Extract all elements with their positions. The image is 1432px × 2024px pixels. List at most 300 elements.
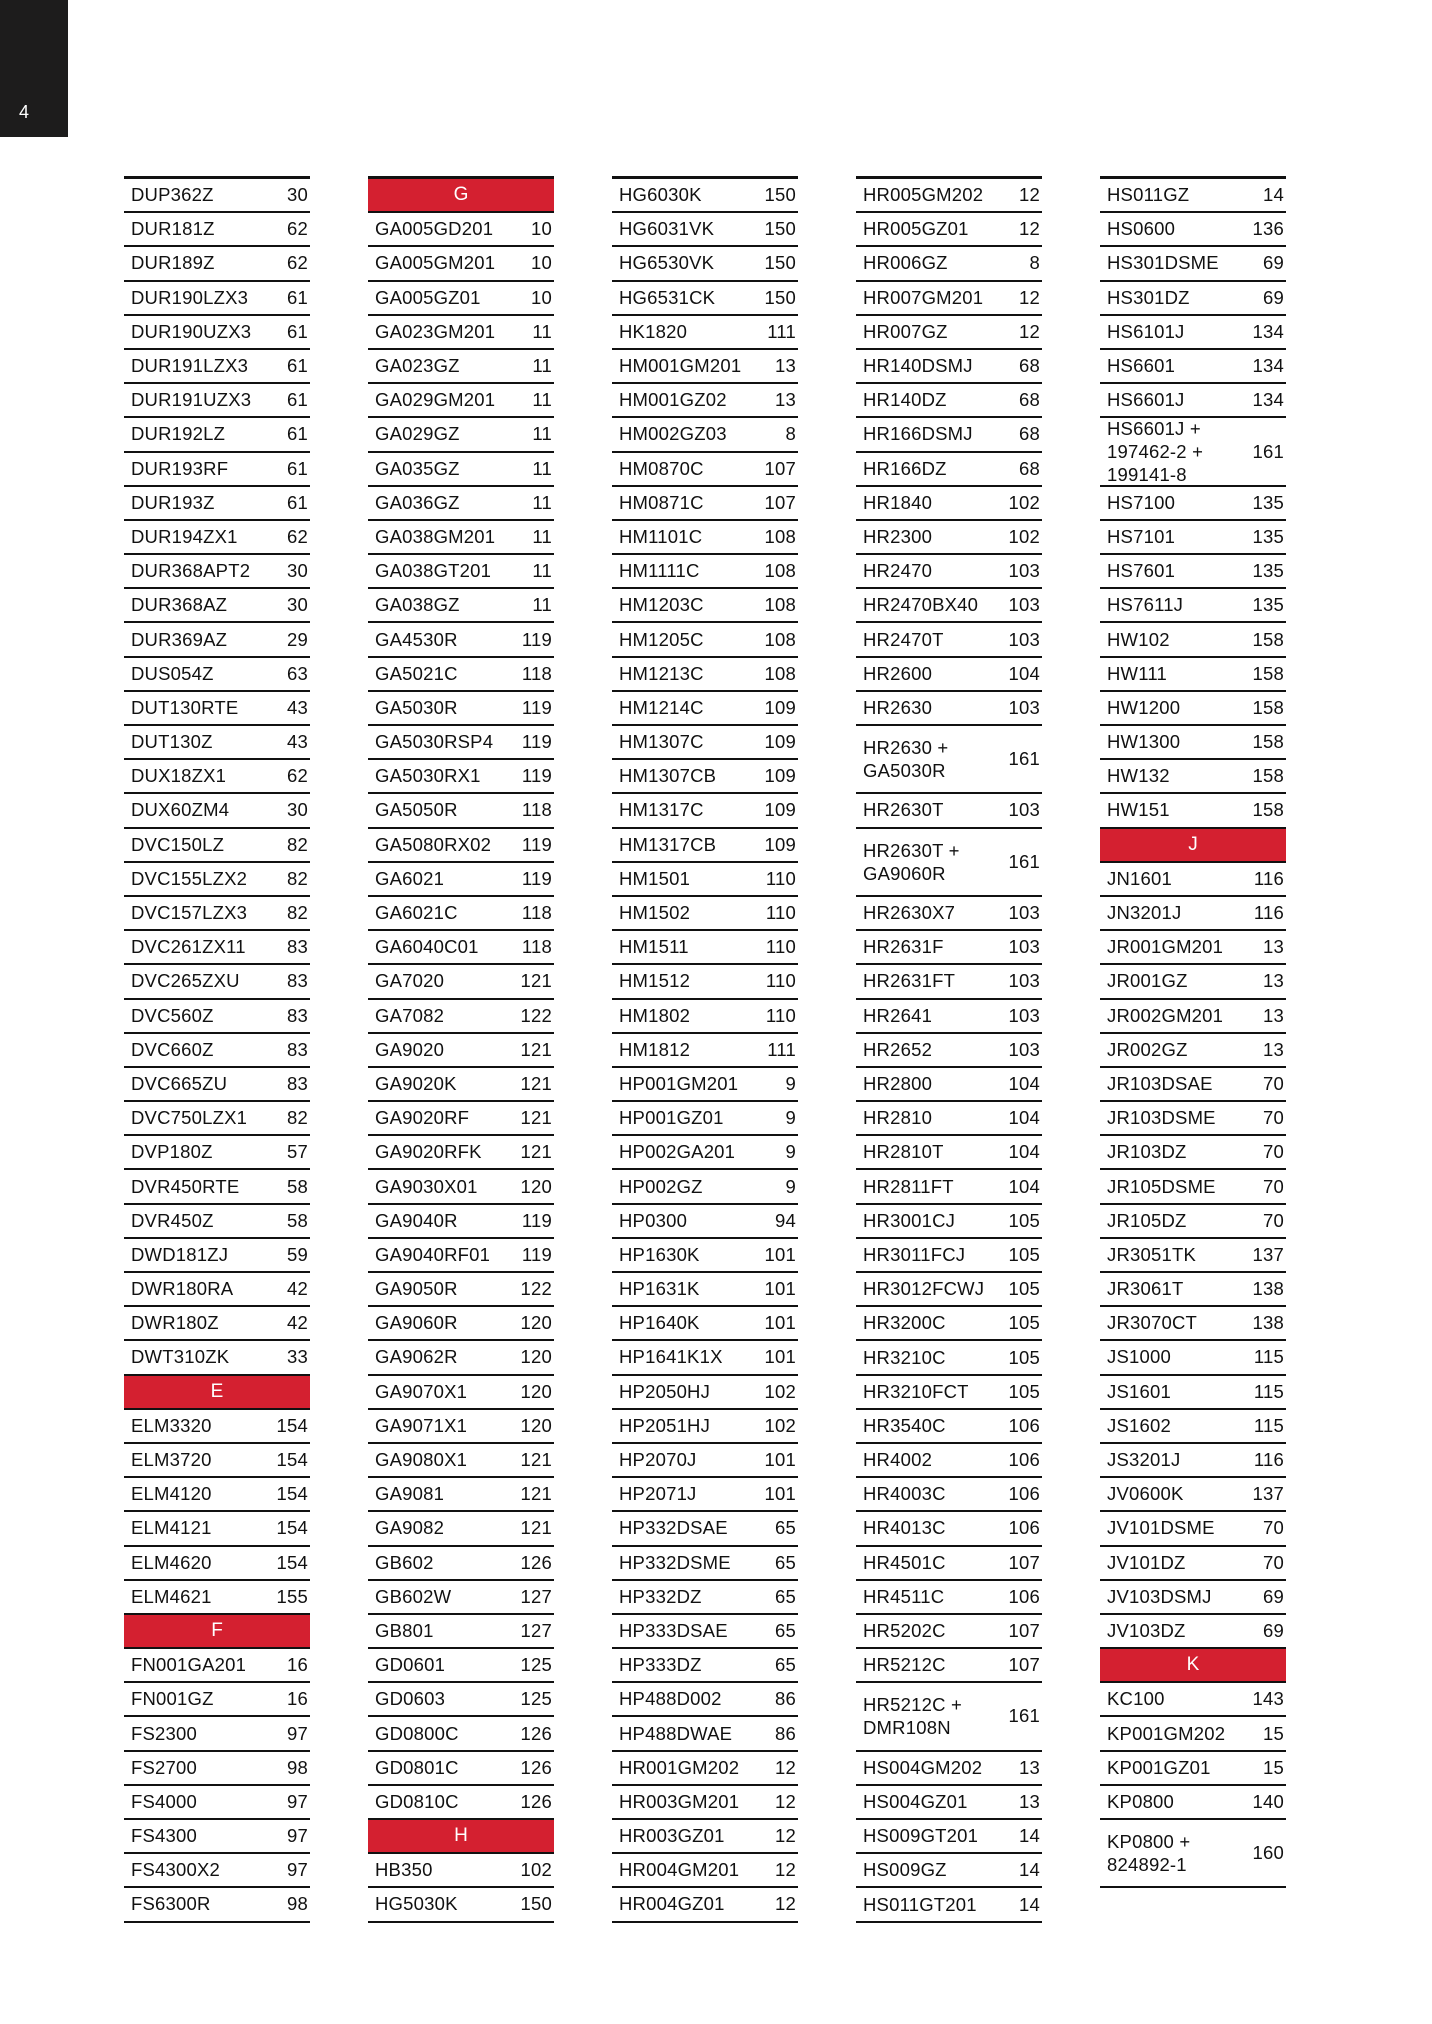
page-reference: 104 bbox=[1008, 662, 1040, 684]
page-reference: 116 bbox=[1253, 867, 1284, 889]
index-row bbox=[856, 179, 1042, 213]
product-code: GA9081 bbox=[375, 1483, 445, 1505]
page-reference: 103 bbox=[1008, 902, 1040, 924]
page-reference: 12 bbox=[775, 1790, 796, 1812]
product-code: GA6021C bbox=[375, 902, 458, 924]
product-code: HS301DSME bbox=[1107, 252, 1219, 274]
product-code: HM1812 bbox=[619, 1038, 691, 1060]
page-reference: 134 bbox=[1252, 355, 1284, 377]
product-code: HM1205C bbox=[619, 628, 704, 650]
product-code: HR2800 bbox=[863, 1073, 933, 1094]
product-code: JR103DSAE bbox=[1107, 1072, 1213, 1094]
page-tab bbox=[0, 0, 68, 137]
page-reference: 13 bbox=[1263, 1038, 1284, 1060]
index-row bbox=[1100, 384, 1286, 418]
page-reference: 8 bbox=[785, 423, 796, 445]
product-code: JS3201J bbox=[1107, 1449, 1181, 1471]
index-row bbox=[368, 829, 554, 863]
product-code: HM1213C bbox=[619, 662, 704, 684]
page-reference: 70 bbox=[1263, 1141, 1284, 1163]
page-reference: 107 bbox=[764, 491, 796, 513]
index-row bbox=[1100, 521, 1286, 555]
product-code: FS4300 bbox=[131, 1825, 197, 1847]
index-row bbox=[1100, 282, 1286, 316]
product-code: HP332DSAE bbox=[619, 1517, 728, 1539]
page-reference: 150 bbox=[764, 218, 796, 240]
product-code: DUX18ZX1 bbox=[131, 765, 227, 787]
product-code: HR140DZ bbox=[863, 389, 947, 411]
page-reference: 13 bbox=[1019, 1790, 1040, 1812]
product-code: HM0870C bbox=[619, 457, 704, 479]
page-reference: 94 bbox=[775, 1209, 796, 1231]
product-code: HM0871C bbox=[619, 491, 704, 513]
index-row bbox=[368, 1170, 554, 1204]
page-reference: 62 bbox=[287, 252, 308, 274]
page-reference: 13 bbox=[775, 389, 796, 411]
product-code: DUS054Z bbox=[131, 662, 214, 684]
product-code: GA9070X1 bbox=[375, 1380, 468, 1402]
product-code: HR3200C bbox=[863, 1312, 946, 1334]
page-reference: 63 bbox=[287, 662, 308, 684]
product-code: DUR369AZ bbox=[131, 628, 228, 650]
page-reference: 69 bbox=[1263, 1619, 1284, 1641]
page-reference: 12 bbox=[775, 1756, 796, 1778]
product-code: DVC750LZX1 bbox=[131, 1107, 248, 1129]
index-row bbox=[124, 726, 310, 760]
index-row bbox=[856, 1820, 1042, 1854]
page-reference: 122 bbox=[520, 1004, 552, 1026]
page-reference: 160 bbox=[1252, 1842, 1284, 1864]
page-reference: 121 bbox=[520, 1517, 552, 1539]
product-code: HR1840 bbox=[863, 491, 933, 513]
product-code: HP1640K bbox=[619, 1312, 700, 1334]
index-row bbox=[1100, 350, 1286, 384]
index-column-5 bbox=[1100, 176, 1286, 1888]
index-row bbox=[124, 1068, 310, 1102]
page-reference: 9 bbox=[785, 1141, 796, 1163]
section-header-h: H bbox=[368, 1820, 554, 1854]
page-reference: 11 bbox=[532, 423, 552, 445]
product-code: GA6021 bbox=[375, 867, 445, 889]
page-reference: 30 bbox=[287, 799, 308, 821]
page-reference: 103 bbox=[1008, 936, 1040, 958]
product-code: HR2630T bbox=[863, 799, 944, 821]
page-reference: 43 bbox=[287, 696, 308, 718]
index-row bbox=[1100, 1205, 1286, 1239]
index-row bbox=[124, 589, 310, 623]
product-code: HR4501C bbox=[863, 1551, 946, 1573]
page-reference: 115 bbox=[1253, 1346, 1284, 1368]
product-code: GA5030RSP4 bbox=[375, 731, 494, 753]
product-code: GA9020RFK bbox=[375, 1141, 482, 1163]
page-reference: 61 bbox=[287, 320, 308, 342]
product-code: DUR193Z bbox=[131, 491, 215, 513]
product-code: FN001GZ bbox=[131, 1688, 214, 1710]
index-row bbox=[612, 453, 798, 487]
index-row bbox=[124, 1034, 310, 1068]
index-row bbox=[1100, 418, 1286, 486]
index-row bbox=[368, 1205, 554, 1239]
page-reference: 83 bbox=[287, 970, 308, 992]
index-row bbox=[368, 316, 554, 350]
product-code: GA9040RF01 bbox=[375, 1243, 491, 1265]
index-row bbox=[368, 213, 554, 247]
index-row bbox=[856, 521, 1042, 555]
page-reference: 103 bbox=[1008, 1038, 1040, 1060]
index-row bbox=[856, 1102, 1042, 1136]
product-code: HR006GZ bbox=[863, 252, 948, 274]
product-code: HR2811FT bbox=[863, 1175, 954, 1197]
product-code: HG6031VK bbox=[619, 218, 715, 240]
product-code: HR2300 bbox=[863, 525, 933, 547]
product-code: HG6530VK bbox=[619, 252, 715, 274]
page-reference: 158 bbox=[1252, 662, 1284, 684]
page-reference: 161 bbox=[1008, 748, 1040, 770]
product-code: JR3070CT bbox=[1107, 1312, 1198, 1334]
index-row bbox=[368, 1000, 554, 1034]
page-reference: 102 bbox=[1008, 525, 1040, 547]
product-code: ELM4620 bbox=[131, 1551, 212, 1573]
index-row bbox=[1100, 1410, 1286, 1444]
page-reference: 13 bbox=[1263, 936, 1284, 958]
product-code: ELM4121 bbox=[131, 1517, 212, 1539]
product-code: DWR180RA bbox=[131, 1278, 234, 1300]
product-code: DUR194ZX1 bbox=[131, 525, 238, 547]
product-code: JR105DSME bbox=[1107, 1175, 1216, 1197]
page-reference: 16 bbox=[287, 1688, 308, 1710]
index-row bbox=[856, 1000, 1042, 1034]
index-row bbox=[612, 1034, 798, 1068]
index-row bbox=[856, 384, 1042, 418]
index-row bbox=[856, 316, 1042, 350]
product-code: HM1203C bbox=[619, 594, 704, 616]
index-row bbox=[612, 863, 798, 897]
index-row bbox=[1100, 1136, 1286, 1170]
section-header-g: G bbox=[368, 179, 554, 213]
product-code: DVC560Z bbox=[131, 1004, 214, 1026]
index-row bbox=[856, 453, 1042, 487]
page-reference: 68 bbox=[1019, 457, 1040, 479]
index-row bbox=[124, 213, 310, 247]
page-reference: 98 bbox=[287, 1893, 308, 1915]
product-code: DWR180Z bbox=[131, 1312, 219, 1334]
page-reference: 158 bbox=[1252, 765, 1284, 787]
page-reference: 110 bbox=[765, 902, 796, 924]
index-row bbox=[124, 692, 310, 726]
product-code: HP002GZ bbox=[619, 1175, 703, 1197]
product-code: JR105DZ bbox=[1107, 1209, 1187, 1231]
product-code: FN001GA201 bbox=[131, 1654, 247, 1676]
page-reference: 11 bbox=[532, 491, 552, 513]
page-reference: 103 bbox=[1008, 799, 1040, 821]
product-code: HM1307C bbox=[619, 731, 704, 753]
page-reference: 11 bbox=[532, 525, 552, 547]
product-code: HW1300 bbox=[1107, 731, 1181, 753]
page-reference: 11 bbox=[532, 389, 552, 411]
page-reference: 119 bbox=[521, 628, 552, 650]
index-row bbox=[856, 1444, 1042, 1478]
index-row bbox=[124, 1649, 310, 1683]
index-row bbox=[612, 316, 798, 350]
page-reference: 82 bbox=[287, 867, 308, 889]
index-row bbox=[856, 1854, 1042, 1888]
page-reference: 11 bbox=[532, 594, 552, 616]
product-code: HR001GM202 bbox=[619, 1756, 740, 1778]
page-reference: 70 bbox=[1263, 1175, 1284, 1197]
index-row bbox=[856, 794, 1042, 828]
index-row bbox=[368, 1341, 554, 1375]
product-code: HP488D002 bbox=[619, 1688, 722, 1710]
index-row bbox=[612, 1512, 798, 1546]
page-reference: 122 bbox=[520, 1278, 552, 1300]
index-row bbox=[1100, 1239, 1286, 1273]
product-code: HR005GZ01 bbox=[863, 218, 969, 240]
page-reference: 125 bbox=[520, 1654, 552, 1676]
index-row bbox=[612, 521, 798, 555]
index-row bbox=[124, 1000, 310, 1034]
index-row bbox=[856, 1581, 1042, 1615]
product-code: JV101DSME bbox=[1107, 1517, 1215, 1539]
product-code: HM1307CB bbox=[619, 765, 717, 787]
page-reference: 138 bbox=[1252, 1312, 1284, 1334]
index-row bbox=[368, 1068, 554, 1102]
page-reference: 120 bbox=[520, 1312, 552, 1334]
page-reference: 154 bbox=[276, 1483, 308, 1505]
product-code: JV103DSMJ bbox=[1107, 1585, 1212, 1607]
product-code: HM1501 bbox=[619, 867, 691, 889]
index-row bbox=[1100, 1820, 1286, 1888]
product-code: HS011GZ bbox=[1107, 184, 1190, 206]
product-code: GA029GZ bbox=[375, 423, 460, 445]
index-row bbox=[612, 1273, 798, 1307]
page-reference: 105 bbox=[1008, 1209, 1040, 1231]
index-row bbox=[612, 1752, 798, 1786]
index-row bbox=[612, 897, 798, 931]
page-reference: 82 bbox=[287, 1107, 308, 1129]
index-row bbox=[612, 1102, 798, 1136]
page-reference: 121 bbox=[520, 970, 552, 992]
product-code: HR005GM202 bbox=[863, 184, 984, 206]
page-reference: 14 bbox=[1263, 184, 1284, 206]
product-code: GA9080X1 bbox=[375, 1449, 468, 1471]
product-code: HM1101C bbox=[619, 525, 703, 547]
index-row bbox=[124, 1683, 310, 1717]
product-code: HR4013C bbox=[863, 1517, 946, 1539]
product-code: HR4003C bbox=[863, 1483, 946, 1505]
product-code: HR3001CJ bbox=[863, 1209, 956, 1231]
product-code: HS0600 bbox=[1107, 218, 1176, 240]
product-code: HP1630K bbox=[619, 1243, 700, 1265]
product-code: HS7601 bbox=[1107, 560, 1176, 582]
product-code: HR007GM201 bbox=[863, 286, 984, 308]
product-code: HS7100 bbox=[1107, 491, 1176, 513]
product-code: GA9030X01 bbox=[375, 1175, 478, 1197]
page-reference: 16 bbox=[287, 1654, 308, 1676]
page-reference: 118 bbox=[521, 936, 552, 958]
page-reference: 104 bbox=[1008, 1141, 1040, 1163]
page-reference: 12 bbox=[1019, 184, 1040, 206]
product-code: HM1802 bbox=[619, 1004, 691, 1026]
index-row bbox=[856, 1615, 1042, 1649]
index-row bbox=[612, 384, 798, 418]
index-row bbox=[1100, 1273, 1286, 1307]
product-code: HR2630 + GA5030R bbox=[863, 737, 949, 782]
index-row bbox=[612, 247, 798, 281]
product-code: GA7082 bbox=[375, 1004, 445, 1026]
index-row bbox=[124, 658, 310, 692]
page-reference: 137 bbox=[1252, 1243, 1284, 1265]
page-reference: 109 bbox=[764, 799, 796, 821]
product-code: HP0300 bbox=[619, 1209, 688, 1231]
product-code: FS2700 bbox=[131, 1756, 197, 1778]
page-reference: 14 bbox=[1019, 1859, 1040, 1881]
page-reference: 14 bbox=[1019, 1893, 1040, 1915]
page-reference: 109 bbox=[764, 765, 796, 787]
page-reference: 120 bbox=[520, 1414, 552, 1436]
product-code: GA9020RF bbox=[375, 1107, 470, 1129]
index-row bbox=[856, 1649, 1042, 1683]
page-reference: 69 bbox=[1263, 286, 1284, 308]
index-row bbox=[368, 282, 554, 316]
index-row bbox=[612, 1649, 798, 1683]
page-reference: 12 bbox=[1019, 320, 1040, 342]
index-row bbox=[1100, 965, 1286, 999]
product-code: DUR181Z bbox=[131, 218, 215, 240]
page-reference: 83 bbox=[287, 1072, 308, 1094]
page-reference: 102 bbox=[1008, 491, 1040, 513]
product-code: GA4530R bbox=[375, 628, 458, 650]
product-code: GD0603 bbox=[375, 1688, 446, 1710]
index-row bbox=[612, 1615, 798, 1649]
product-code: HW151 bbox=[1107, 799, 1170, 821]
page-reference: 104 bbox=[1008, 1175, 1040, 1197]
product-code: DUR190LZX3 bbox=[131, 286, 249, 308]
page-reference: 43 bbox=[287, 731, 308, 753]
index-row bbox=[368, 726, 554, 760]
product-code: GA9060R bbox=[375, 1312, 458, 1334]
index-row bbox=[368, 487, 554, 521]
product-code: HP332DSME bbox=[619, 1551, 731, 1573]
page-reference: 109 bbox=[764, 696, 796, 718]
page-reference: 97 bbox=[287, 1790, 308, 1812]
page-reference: 104 bbox=[1008, 1073, 1040, 1094]
index-row bbox=[612, 589, 798, 623]
product-code: HG6531CK bbox=[619, 286, 716, 308]
page-reference: 30 bbox=[287, 560, 308, 582]
product-code: HR2810T bbox=[863, 1141, 944, 1163]
product-code: HR5212C + DMR108N bbox=[863, 1694, 962, 1739]
page-reference: 119 bbox=[521, 765, 552, 787]
page-reference: 161 bbox=[1252, 440, 1284, 462]
page-reference: 119 bbox=[521, 696, 552, 718]
page-reference: 83 bbox=[287, 1004, 308, 1026]
index-row bbox=[368, 1649, 554, 1683]
index-row bbox=[124, 247, 310, 281]
product-code: GA005GZ01 bbox=[375, 286, 481, 308]
product-code: DVR450RTE bbox=[131, 1175, 240, 1197]
index-row bbox=[1100, 1478, 1286, 1512]
page-reference: 10 bbox=[531, 286, 552, 308]
product-code: HB350 bbox=[375, 1859, 433, 1881]
product-code: HR004GM201 bbox=[619, 1859, 740, 1881]
page-reference: 10 bbox=[531, 252, 552, 274]
page-reference: 119 bbox=[521, 1209, 552, 1231]
index-row bbox=[1100, 1307, 1286, 1341]
product-code: HR140DSMJ bbox=[863, 355, 973, 377]
page-reference: 135 bbox=[1252, 594, 1284, 616]
index-row bbox=[124, 1547, 310, 1581]
index-row bbox=[124, 965, 310, 999]
index-row bbox=[612, 1376, 798, 1410]
page-reference: 9 bbox=[785, 1175, 796, 1197]
index-row bbox=[612, 418, 798, 452]
page-reference: 30 bbox=[287, 594, 308, 616]
product-code: JS1601 bbox=[1107, 1380, 1171, 1402]
product-code: DVC660Z bbox=[131, 1038, 214, 1060]
index-row bbox=[856, 1170, 1042, 1204]
index-row bbox=[124, 1854, 310, 1888]
page-reference: 15 bbox=[1263, 1722, 1284, 1744]
page-reference: 65 bbox=[775, 1619, 796, 1641]
product-code: HR2630T + GA9060R bbox=[863, 839, 960, 884]
page-reference: 11 bbox=[532, 355, 552, 377]
page-reference: 136 bbox=[1252, 218, 1284, 240]
index-row bbox=[1100, 1000, 1286, 1034]
page-reference: 58 bbox=[287, 1209, 308, 1231]
product-code: KC100 bbox=[1107, 1688, 1165, 1710]
index-row bbox=[856, 658, 1042, 692]
index-row bbox=[856, 1136, 1042, 1170]
product-code: HR2641 bbox=[863, 1004, 933, 1026]
product-code: GA005GD201 bbox=[375, 218, 494, 240]
index-row bbox=[856, 1786, 1042, 1820]
product-code: GB602 bbox=[375, 1551, 434, 1573]
product-code: HR2470BX40 bbox=[863, 594, 979, 616]
index-row bbox=[124, 1444, 310, 1478]
index-row bbox=[856, 213, 1042, 247]
product-code: FS2300 bbox=[131, 1722, 197, 1744]
page-reference: 62 bbox=[287, 218, 308, 240]
index-row bbox=[856, 726, 1042, 794]
product-code: GD0801C bbox=[375, 1756, 459, 1778]
index-row bbox=[1100, 1376, 1286, 1410]
section-header-e: E bbox=[124, 1376, 310, 1410]
page-reference: 119 bbox=[521, 867, 552, 889]
index-row bbox=[1100, 863, 1286, 897]
page-reference: 12 bbox=[775, 1859, 796, 1881]
product-code: GA5030RX1 bbox=[375, 765, 481, 787]
page-reference: 110 bbox=[765, 867, 796, 889]
product-code: ELM4120 bbox=[131, 1483, 212, 1505]
index-row bbox=[368, 1307, 554, 1341]
index-row bbox=[368, 623, 554, 657]
index-row bbox=[856, 897, 1042, 931]
index-row bbox=[856, 282, 1042, 316]
index-row bbox=[1100, 1717, 1286, 1751]
index-row bbox=[1100, 247, 1286, 281]
index-column-4 bbox=[856, 176, 1042, 1923]
page-reference: 115 bbox=[1253, 1414, 1284, 1436]
product-code: JR3051TK bbox=[1107, 1243, 1197, 1265]
index-row bbox=[368, 760, 554, 794]
page-reference: 62 bbox=[287, 765, 308, 787]
product-code: DVC157LZX3 bbox=[131, 902, 248, 924]
index-row bbox=[856, 1068, 1042, 1102]
index-row bbox=[612, 1410, 798, 1444]
page-reference: 15 bbox=[1263, 1756, 1284, 1778]
index-row bbox=[1100, 316, 1286, 350]
page-reference: 86 bbox=[775, 1722, 796, 1744]
